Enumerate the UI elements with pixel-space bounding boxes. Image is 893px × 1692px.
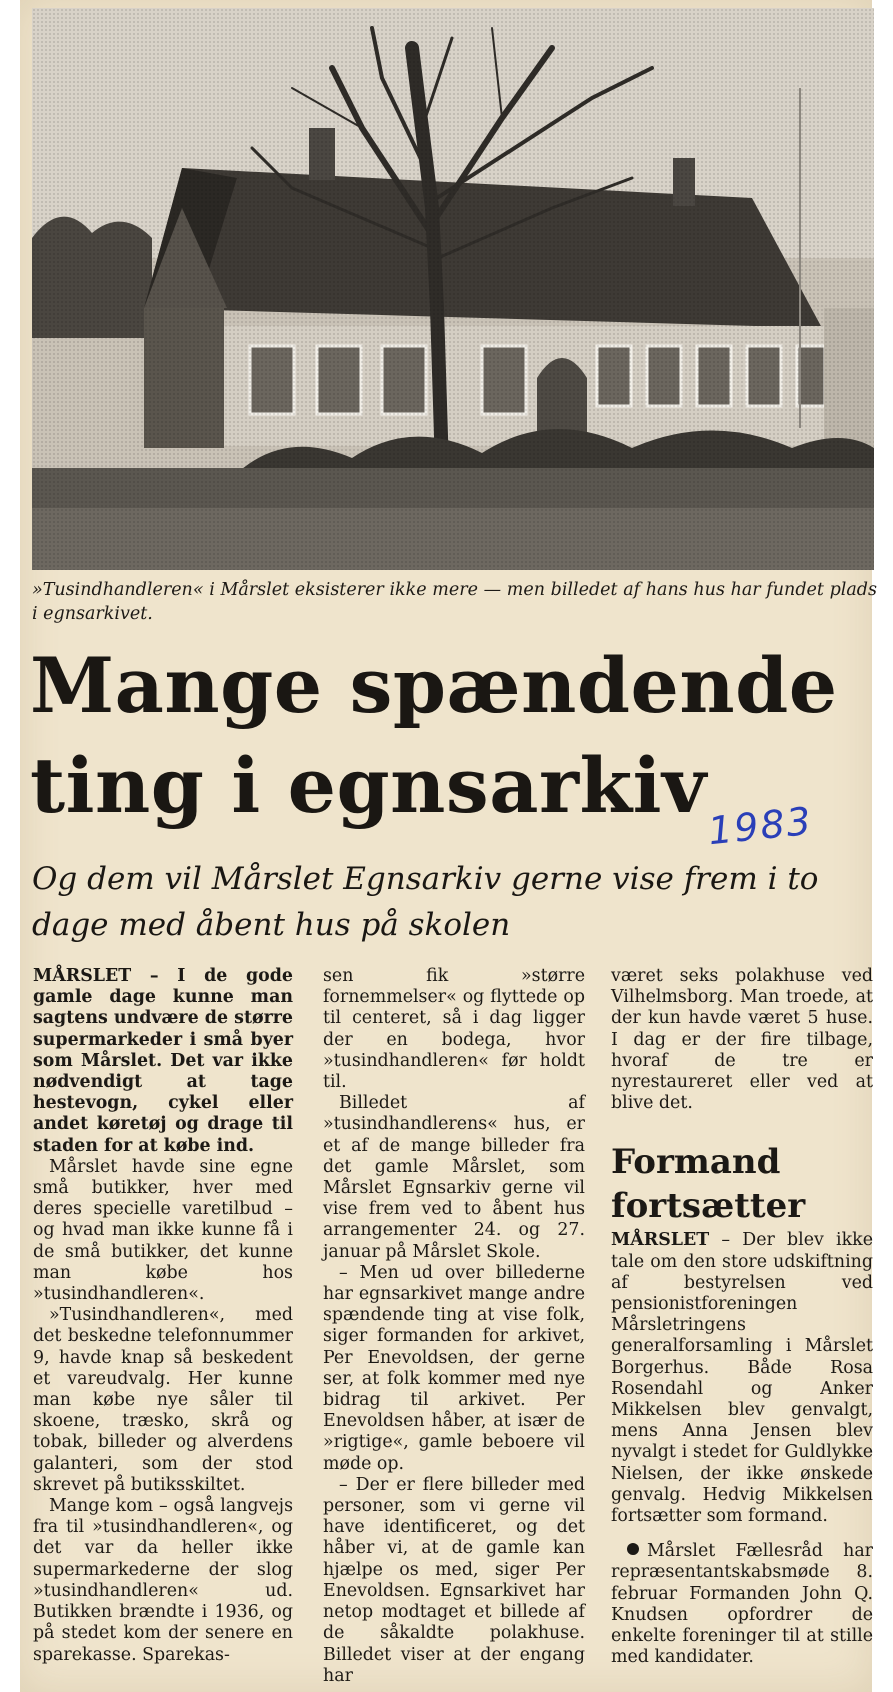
- paragraph: Mange kom – også langvejs fra til »tusindhandleren«, og det var da heller ikke supermarkederne der slog »tusindhandleren« ud. Butikken brændte i 1936, og på stedet kom der senere en sparekasse. Sparekas-: [33, 1496, 293, 1665]
- paragraph: Billedet af »tusindhandlerens« hus, er et af de mange billeder fra det gamle Mårslet, som Mårslet Egnsarkiv gerne vil vise frem ved to åbent hus arrangementer 24. og 27. januar på Mårslet Skole.: [323, 1093, 585, 1262]
- handwritten-year-annotation: 1983: [705, 798, 815, 854]
- house-photo-illustration: [32, 8, 874, 570]
- bullet-paragraph: [611, 1541, 873, 1668]
- article-column-2: [323, 966, 585, 1687]
- bullet-icon: [627, 1543, 639, 1555]
- dateline: MÅRSLET: [611, 1230, 710, 1251]
- paragraph: været seks polakhuse ved Vilhelmsborg. Man troede, at der kun havde været 5 huse. I dag er der fire tilbage, hvoraf de tre er nyrestaureret eller ved at blive det.: [611, 966, 873, 1114]
- lead-paragraph: [33, 966, 293, 1157]
- headline-line-1: Mange spændende: [30, 641, 838, 730]
- bullet-text: Mårslet Fællesråd har repræsentantskabsmøde 8. februar Formanden John Q. Knudsen opfordrer de enkelte foreninger til at stille med kandidater.: [611, 1541, 873, 1668]
- paragraph: »Tusindhandleren«, med det beskedne telefonnummer 9, havde knap så beskedent et vareudvalg. Her kunne man købe nye såler til skoene, træsko, skrå og tobak, billeder og alverdens galanteri, som der stod skrevet på butiksskiltet.: [33, 1305, 293, 1495]
- paragraph: Mårslet havde sine egne små butikker, hver med deres specielle varetilbud – og hvad man ikke kunne få i de små butikker, det kunne man købe hos »tusindhandleren«.: [33, 1156, 293, 1305]
- article-column-1: [33, 966, 293, 1666]
- paragraph: – Men ud over billederne har egnsarkivet mange andre spændende ting at vise folk, siger formanden for arkivet, Per Enevoldsen, der gerne ser, at folk kommer med nye bidrag til arkivet. Per Enevoldsen håber, at især de »rigtige«, gamle beboere vil møde op.: [323, 1262, 585, 1474]
- paragraph: sen fik »større fornemmelser« og flyttede op til centeret, så i dag ligger der en bodega, hvor »tusindhandleren« før holdt til.: [323, 966, 585, 1093]
- paragraph: [611, 1230, 873, 1527]
- section-subheading: Formand fortsætter: [611, 1142, 806, 1227]
- subheadline: Og dem vil Mårslet Egnsarkiv gerne vise frem i to dage med åbent hus på skolen: [32, 861, 819, 943]
- paragraph: – Der er flere billeder med personer, som vi gerne vil have identificeret, og det håber vi, at de gamle kan hjælpe os med, siger Per Enevoldsen. Egnsarkivet har netop modtaget et billede af de såkaldte polakhuse. Billedet viser at der engang har: [323, 1474, 585, 1686]
- article-column-3: [611, 966, 873, 1668]
- dateline: MÅRSLET: [33, 966, 132, 986]
- paragraph-text: – Der blev ikke tale om den store udskiftning af bestyrelsen ved pensionistforeningen Mårsletringens generalforsamling i Mårslet Borgerhus. Både Rosa Rosendahl og Anker Mikkelsen blev genvalgt, mens Anna Jensen blev nyvalgt i stedet for Guldlykke Nielsen, der ikke ønskede genvalg. Hedvig Mikkelsen fortsætter som formand.: [611, 1230, 873, 1527]
- headline-line-2: ting i egnsarkiv: [30, 741, 707, 830]
- photo-caption: »Tusindhandleren« i Mårslet eksisterer ikke mere — men billedet af hans hus har fundet plads i egnsarkivet.: [32, 580, 877, 624]
- lead-text: – I de gode gamle dage kunne man sagtens undvære de større supermarkeder i små byer som Mårslet. Det var ikke nødvendigt at tage hestevogn, cykel eller andet køretøj og drage til staden for at købe ind.: [33, 966, 293, 1156]
- house-photo: [32, 8, 874, 570]
